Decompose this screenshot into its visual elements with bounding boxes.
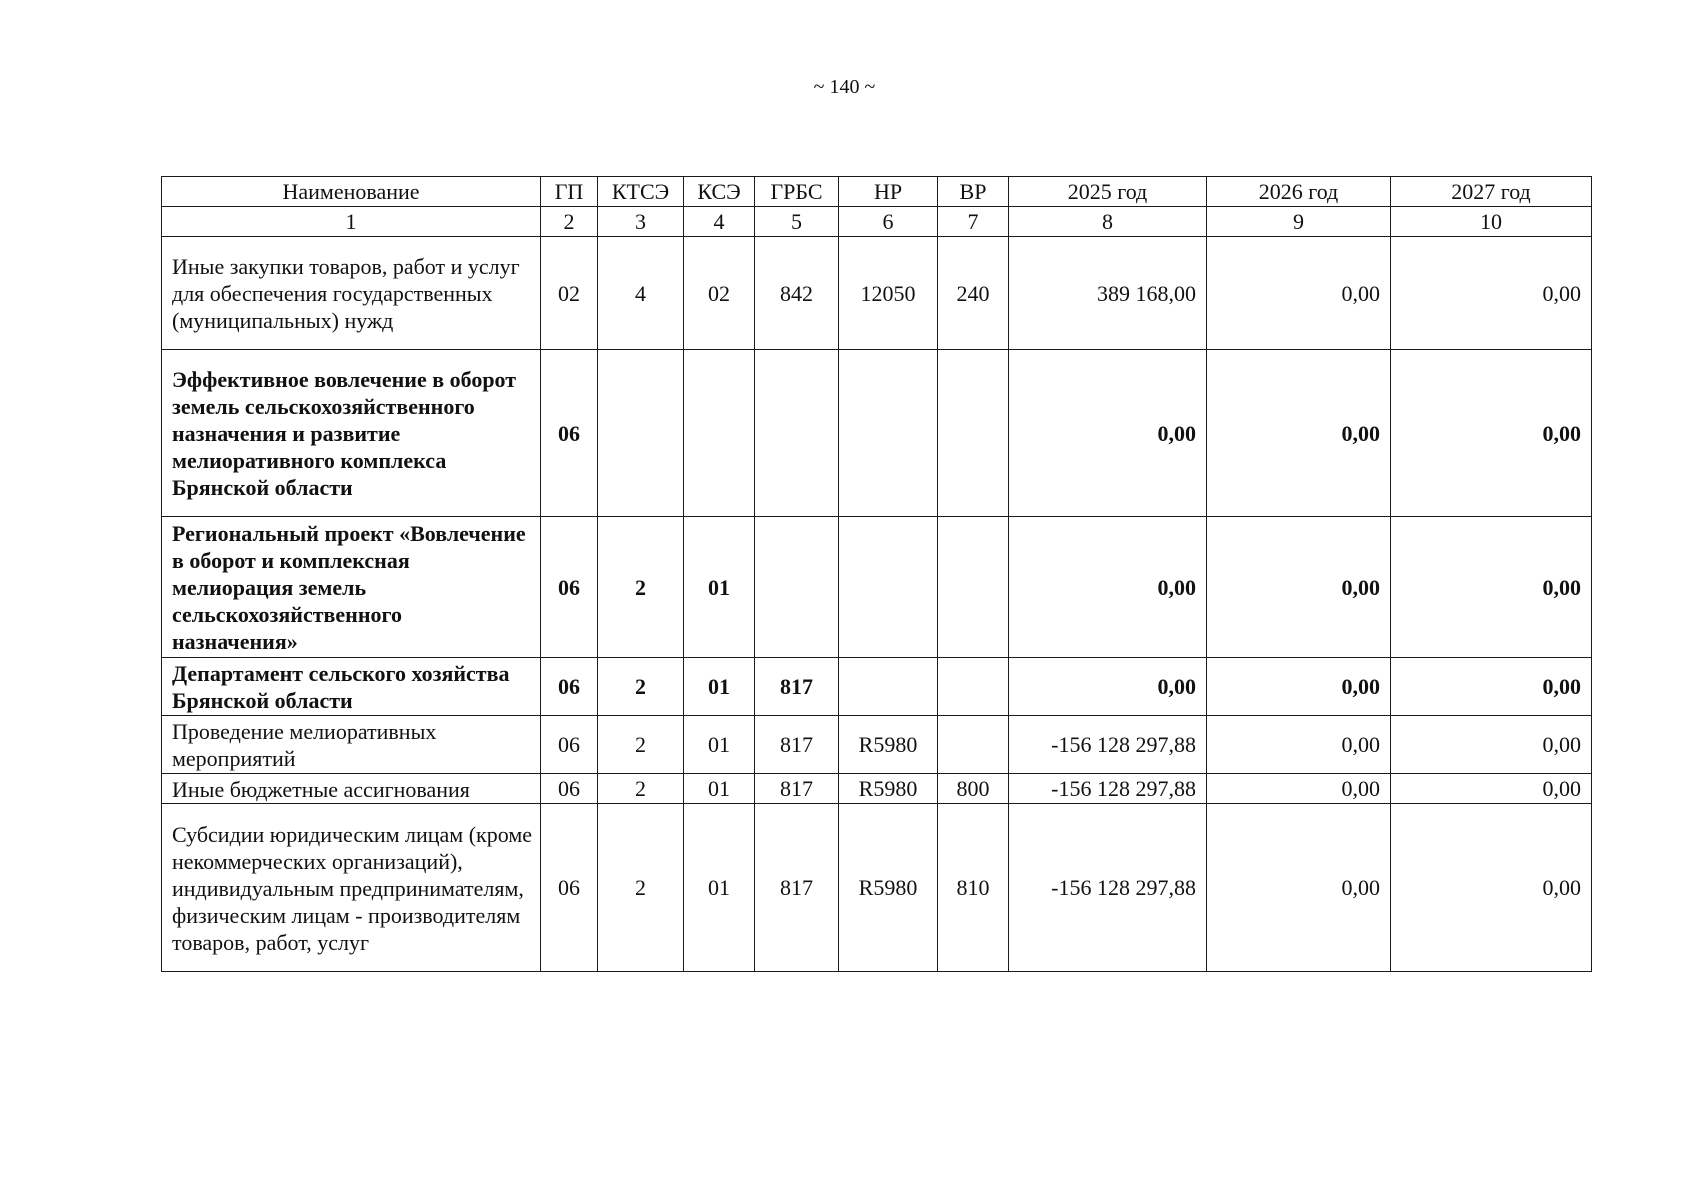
row-ktse: 2 [598, 716, 684, 774]
column-number: 7 [938, 207, 1009, 237]
row-name: Региональный проект «Вовлечение в оборот и комплексная мелиорация земель сельскохозяйственного назначения» [162, 517, 541, 658]
table-row [162, 517, 1592, 658]
row-vr: 810 [938, 804, 1009, 972]
row-gp: 06 [541, 716, 598, 774]
header-2025: 2025 год [1009, 177, 1207, 207]
column-number: 8 [1009, 207, 1207, 237]
row-amount-2025: -156 128 297,88 [1009, 716, 1207, 774]
row-amount-2027: 0,00 [1391, 517, 1592, 658]
row-name: Департамент сельского хозяйства Брянской области [162, 658, 541, 716]
row-ktse: 2 [598, 774, 684, 804]
row-grbs: 817 [755, 774, 839, 804]
row-gp: 06 [541, 350, 598, 517]
row-kse: 02 [684, 237, 755, 350]
row-grbs: 817 [755, 716, 839, 774]
row-amount-2025: -156 128 297,88 [1009, 804, 1207, 972]
header-nr: НР [839, 177, 938, 207]
row-nr: 12050 [839, 237, 938, 350]
row-vr: 800 [938, 774, 1009, 804]
row-amount-2026: 0,00 [1207, 658, 1391, 716]
row-grbs: 817 [755, 658, 839, 716]
row-vr [938, 350, 1009, 517]
column-number: 3 [598, 207, 684, 237]
row-nr [839, 350, 938, 517]
row-kse: 01 [684, 804, 755, 972]
row-amount-2027: 0,00 [1391, 774, 1592, 804]
row-amount-2026: 0,00 [1207, 716, 1391, 774]
header-2026: 2026 год [1207, 177, 1391, 207]
header-vr: ВР [938, 177, 1009, 207]
header-name: Наименование [162, 177, 541, 207]
row-amount-2026: 0,00 [1207, 804, 1391, 972]
row-name: Проведение мелиоративных мероприятий [162, 716, 541, 774]
row-gp: 06 [541, 804, 598, 972]
row-vr: 240 [938, 237, 1009, 350]
row-ktse: 2 [598, 517, 684, 658]
row-nr: R5980 [839, 774, 938, 804]
budget-table [161, 176, 1592, 972]
row-amount-2025: -156 128 297,88 [1009, 774, 1207, 804]
row-grbs [755, 350, 839, 517]
table-row [162, 350, 1592, 517]
header-grbs: ГРБС [755, 177, 839, 207]
row-kse: 01 [684, 517, 755, 658]
row-amount-2026: 0,00 [1207, 237, 1391, 350]
row-vr [938, 517, 1009, 658]
row-name: Иные закупки товаров, работ и услуг для обеспечения государственных (муниципальных) нужд [162, 237, 541, 350]
row-nr [839, 517, 938, 658]
row-nr: R5980 [839, 716, 938, 774]
column-number: 10 [1391, 207, 1592, 237]
column-number: 2 [541, 207, 598, 237]
row-amount-2027: 0,00 [1391, 804, 1592, 972]
table-row [162, 716, 1592, 774]
row-amount-2025: 0,00 [1009, 658, 1207, 716]
row-kse: 01 [684, 774, 755, 804]
row-amount-2026: 0,00 [1207, 774, 1391, 804]
row-ktse: 2 [598, 658, 684, 716]
column-number: 4 [684, 207, 755, 237]
row-name: Субсидии юридическим лицам (кроме некоммерческих организаций), индивидуальным предпринимателям, физическим лицам - производителям товаров, работ, услуг [162, 804, 541, 972]
row-ktse [598, 350, 684, 517]
row-amount-2027: 0,00 [1391, 658, 1592, 716]
column-number-row [162, 207, 1592, 237]
column-number: 1 [162, 207, 541, 237]
row-gp: 06 [541, 658, 598, 716]
row-amount-2027: 0,00 [1391, 350, 1592, 517]
row-ktse: 2 [598, 804, 684, 972]
header-kse: КСЭ [684, 177, 755, 207]
table-row [162, 774, 1592, 804]
table-row [162, 804, 1592, 972]
row-nr [839, 658, 938, 716]
row-amount-2027: 0,00 [1391, 716, 1592, 774]
row-gp: 02 [541, 237, 598, 350]
row-kse: 01 [684, 658, 755, 716]
column-number: 9 [1207, 207, 1391, 237]
row-grbs: 842 [755, 237, 839, 350]
row-gp: 06 [541, 774, 598, 804]
row-nr: R5980 [839, 804, 938, 972]
table-row [162, 658, 1592, 716]
row-amount-2026: 0,00 [1207, 517, 1391, 658]
row-kse: 01 [684, 716, 755, 774]
row-grbs: 817 [755, 804, 839, 972]
header-gp: ГП [541, 177, 598, 207]
header-ktse: КТСЭ [598, 177, 684, 207]
table-row [162, 237, 1592, 350]
row-ktse: 4 [598, 237, 684, 350]
row-amount-2026: 0,00 [1207, 350, 1391, 517]
column-number: 5 [755, 207, 839, 237]
row-amount-2025: 0,00 [1009, 517, 1207, 658]
header-2027: 2027 год [1391, 177, 1592, 207]
row-gp: 06 [541, 517, 598, 658]
row-vr [938, 716, 1009, 774]
row-amount-2025: 0,00 [1009, 350, 1207, 517]
row-vr [938, 658, 1009, 716]
row-grbs [755, 517, 839, 658]
row-kse [684, 350, 755, 517]
page-number: ~ 140 ~ [813, 76, 876, 98]
row-amount-2025: 389 168,00 [1009, 237, 1207, 350]
row-amount-2027: 0,00 [1391, 237, 1592, 350]
row-name: Эффективное вовлечение в оборот земель сельскохозяйственного назначения и развитие мелиоративного комплекса Брянской области [162, 350, 541, 517]
row-name: Иные бюджетные ассигнования [162, 774, 541, 804]
column-number: 6 [839, 207, 938, 237]
header-row [162, 177, 1592, 207]
